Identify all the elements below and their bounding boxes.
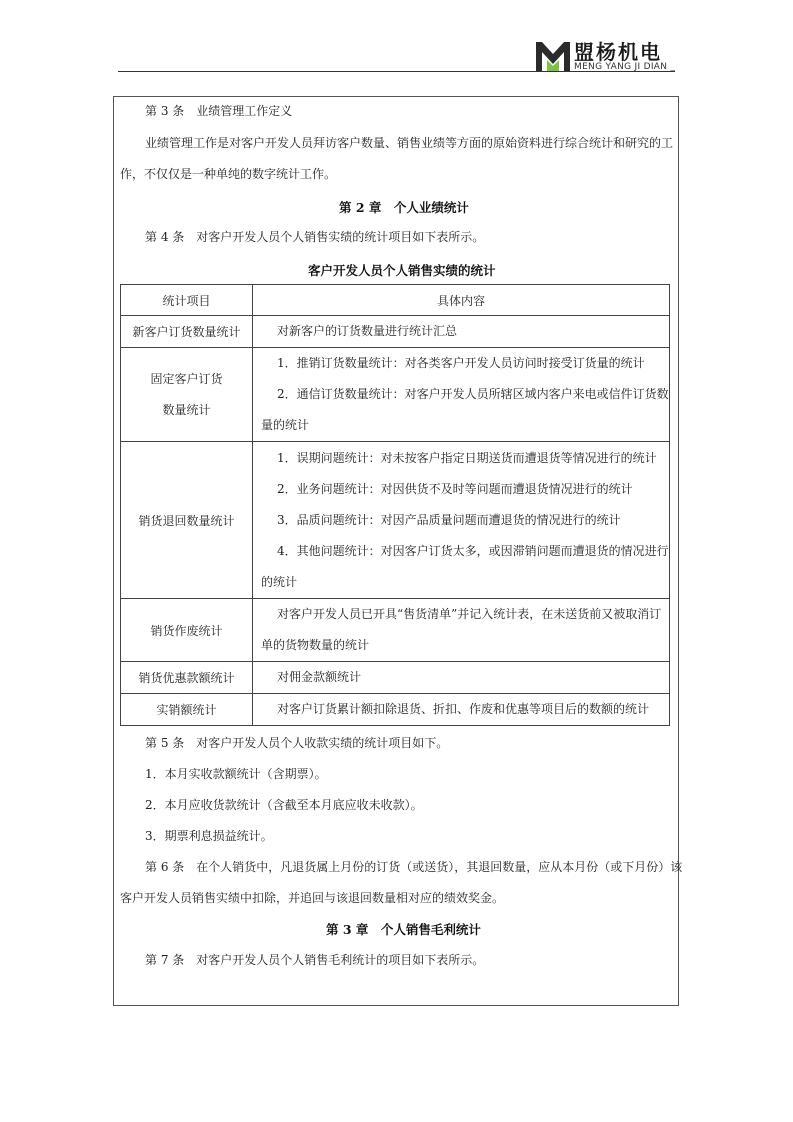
article-5-item-1: 1．本月实收款额统计（含期票）。 xyxy=(145,767,327,781)
row-item-fixed-customer-1: 固定客户订货 xyxy=(150,371,223,386)
row-item-discount: 销货优惠款额统计 xyxy=(121,662,253,694)
chapter-3-title: 第 3 章 个人销售毛利统计 xyxy=(326,922,481,937)
article-5-item-2: 2．本月应收货款统计（含截至本月底应收未收款）。 xyxy=(145,798,423,812)
table-row xyxy=(121,694,670,726)
table-title: 客户开发人员个人销售实绩的统计 xyxy=(308,263,496,278)
article-3-body-line2: 作，不仅仅是一种单纯的数字统计工作。 xyxy=(120,167,337,181)
logo-english-name: MENG YANG JI DIAN _ xyxy=(574,62,676,72)
row-item-void: 销货作废统计 xyxy=(121,599,253,662)
row-item-net-sales: 实销额统计 xyxy=(121,694,253,726)
row-item-returns: 销货退回数量统计 xyxy=(121,442,253,599)
row-content-line: 2．业务问题统计：对因供货不及时等问题而遭退货情况进行的统计 xyxy=(277,481,633,496)
article-4: 第 4 条 对客户开发人员个人销售实绩的统计项目如下表所示。 xyxy=(145,230,485,244)
article-7: 第 7 条 对客户开发人员个人销售毛利统计的项目如下表所示。 xyxy=(145,953,485,967)
row-content-line: 2．通信订货数量统计：对客户开发人员所辖区域内客户来电或信件订货数 xyxy=(277,387,669,401)
company-logo xyxy=(536,36,676,76)
row-content-line: 的统计 xyxy=(261,574,298,589)
article-3-body-line1: 业绩管理工作是对客户开发人员拜访客户数量、销售业绩等方面的原始资料进行综合统计和研究的工 xyxy=(145,136,674,150)
row-item-fixed-customer-2: 数量统计 xyxy=(162,402,211,417)
row-content-line: 量的统计 xyxy=(261,418,310,432)
table-row xyxy=(121,662,670,694)
row-content-line: 单的货物数量的统计 xyxy=(261,638,370,652)
header-rule xyxy=(118,71,675,72)
logo-mark-icon xyxy=(536,38,570,72)
row-content-line: 对新客户的订货数量进行统计汇总 xyxy=(277,324,458,338)
article-5: 第 5 条 对客户开发人员个人收款实绩的统计项目如下。 xyxy=(145,736,449,750)
row-content-line: 对客户开发人员已开具“售货清单”并记入统计表，在未送货前又被取消订 xyxy=(277,607,662,621)
article-5-item-3: 3．期票利息损益统计。 xyxy=(145,829,273,843)
row-content-line: 3．品质问题统计：对因产品质量问题而遭退货的情况进行的统计 xyxy=(277,512,621,527)
row-item-new-customer: 新客户订货数量统计 xyxy=(121,316,253,348)
article-6-line1: 第 6 条 在个人销货中，凡退货属上月份的订货（或送货），其退回数量，应从本月份（或下月份）该 xyxy=(145,860,683,874)
row-content-line: 对佣金款额统计 xyxy=(277,670,362,684)
table-row xyxy=(121,348,670,442)
row-content-line: 对客户订货累计额扣除退货、折扣、作废和优惠等项目后的数额的统计 xyxy=(277,702,650,716)
row-content-line: 1．误期问题统计：对未按客户指定日期送货而遭退货等情况进行的统计 xyxy=(277,450,657,465)
chapter-2-title: 第 2 章 个人业绩统计 xyxy=(339,200,469,215)
table-header-row xyxy=(121,285,670,316)
sales-stats-table xyxy=(120,284,670,726)
article-3-title: 第 3 条 业绩管理工作定义 xyxy=(145,104,293,118)
header-cell-content: 具体内容 xyxy=(253,285,670,316)
article-6-line2: 客户开发人员销售实绩中扣除，并追回与该退回数量相对应的绩效奖金。 xyxy=(120,891,505,905)
table-row xyxy=(121,599,670,662)
table-row xyxy=(121,442,670,599)
logo-chinese-name: 盟杨机电 xyxy=(574,40,662,64)
table-row xyxy=(121,316,670,348)
row-content-line: 1．推销订货数量统计：对各类客户开发人员访问时接受订货量的统计 xyxy=(277,356,645,370)
header-cell-item: 统计项目 xyxy=(121,285,253,316)
row-content-line: 4．其他问题统计：对因客户订货太多，或因滞销问题而遭退货的情况进行 xyxy=(277,543,669,558)
